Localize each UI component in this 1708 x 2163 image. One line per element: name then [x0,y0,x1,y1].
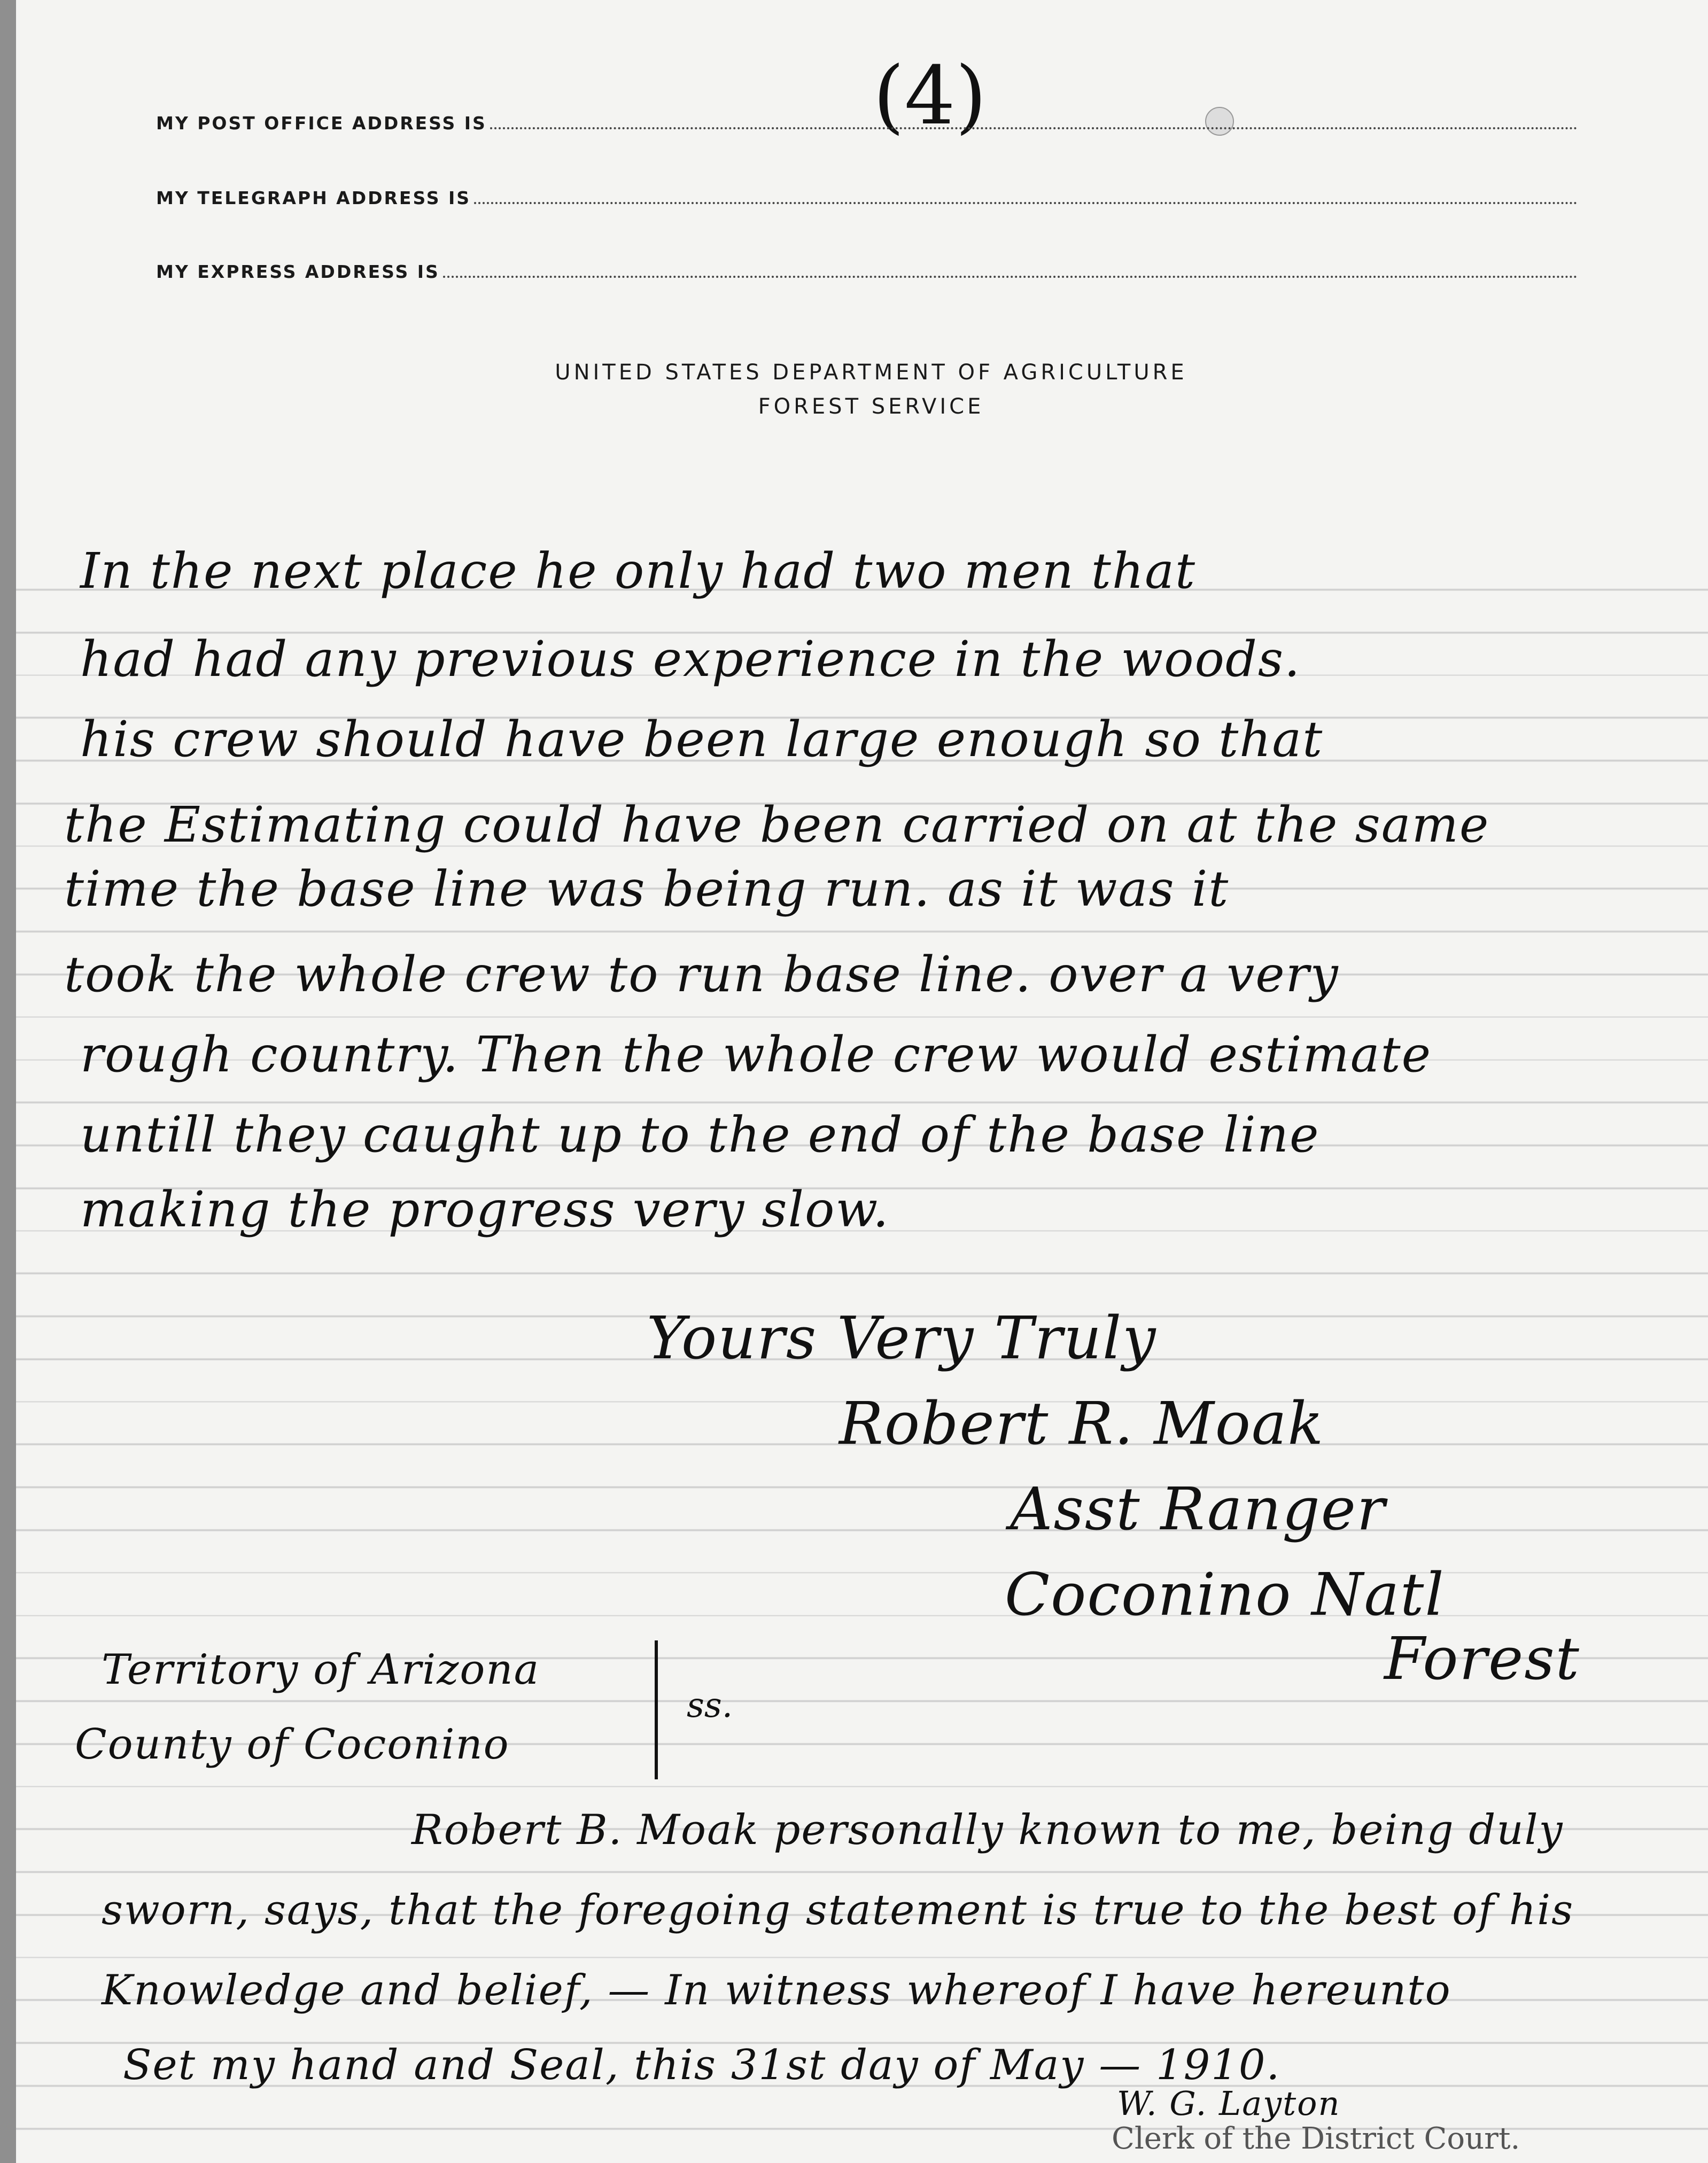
express-address-label: MY EXPRESS ADDRESS IS [156,261,440,282]
signer-title: Asst Ranger [1010,1475,1386,1543]
department-heading [444,355,1299,424]
venue-territory: Territory of Arizona [102,1646,540,1694]
letter-line: untill they caught up to the end of the base line [80,1106,1320,1163]
letter-line: rough country. Then the whole crew would estimate [80,1026,1432,1083]
page-number: (4) [873,50,987,143]
clerk-title: Clerk of the District Court. [1112,2121,1520,2156]
letter-line: had had any previous experience in the woods. [80,631,1301,688]
telegraph-address-label: MY TELEGRAPH ADDRESS IS [156,188,471,208]
closing-salutation: Yours Very Truly [647,1304,1157,1372]
affidavit-line: sworn, says, that the foregoing statement is true to the best of his [102,1886,1574,1934]
letter-line: took the whole crew to run base line. over a very [64,946,1339,1003]
letter-line: the Estimating could have been carried on at the same [64,796,1490,853]
affidavit-line: Set my hand and Seal, this 31st day of May — 1910. [123,2041,1281,2089]
express-address-line [156,255,1578,282]
department-name: UNITED STATES DEPARTMENT OF AGRICULTURE [555,360,1187,385]
forest-name: Coconino Natl [1005,1560,1445,1629]
letter-line: making the progress very slow. [80,1181,890,1238]
affidavit-line: Knowledge and belief, — In witness whereof I have hereunto [102,1966,1451,2014]
dotted-rule [490,127,1578,129]
venue-county: County of Coconino [75,1721,510,1769]
letter-line: his crew should have been large enough so that [80,711,1324,768]
post-office-address-label: MY POST OFFICE ADDRESS IS [156,113,487,134]
letter-line: time the base line was being run. as it was it [64,860,1230,917]
venue-brace [655,1640,662,1779]
forest-name-cont: Forest [1384,1624,1580,1693]
clerk-signature: W. G. Layton [1117,2084,1341,2123]
telegraph-address-line [156,182,1578,208]
letter-page [16,0,1708,2163]
affidavit-line: Robert B. Moak personally known to me, being duly [412,1806,1564,1854]
dotted-rule [443,275,1578,278]
letter-line: In the next place he only had two men that [80,542,1196,600]
post-office-address-line [156,107,1578,134]
service-name: FOREST SERVICE [758,394,984,419]
signer-name: Robert R. Moak [839,1389,1325,1458]
dotted-rule [474,201,1578,204]
venue-ss: ss. [687,1686,733,1725]
